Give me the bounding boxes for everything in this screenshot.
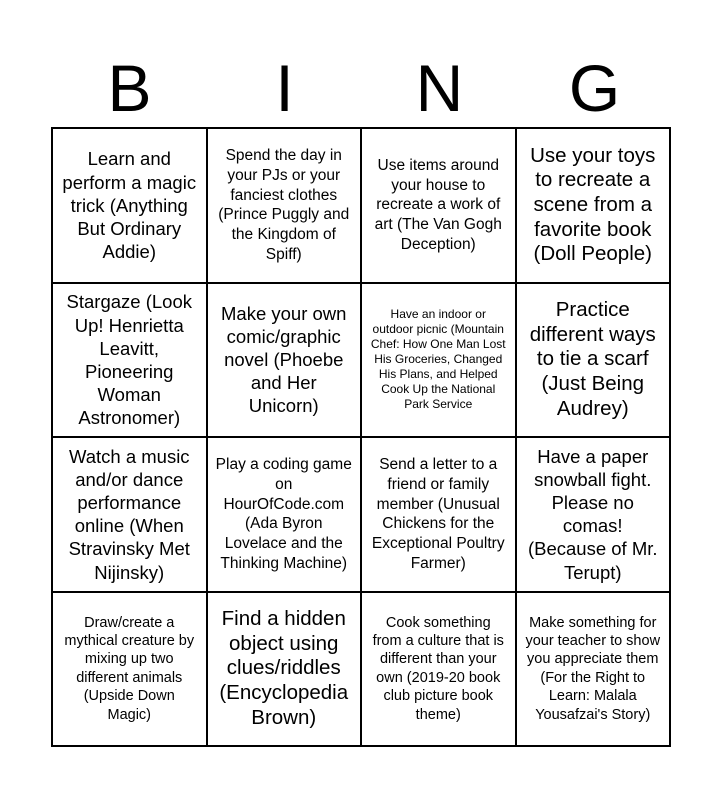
cell-text: Have an indoor or outdoor picnic (Mountain Chef: How One Man Lost His Groceries, Changed His Plans, and Helped Cook Up the National Park Service	[370, 307, 506, 412]
bingo-cell[interactable]	[52, 283, 207, 438]
header-letter-i: I	[275, 51, 294, 125]
bingo-cell[interactable]	[207, 592, 362, 747]
bingo-card	[51, 127, 671, 747]
cell-text: Watch a music and/or dance performance online (When Stravinsky Met Nijinsky)	[68, 445, 190, 583]
bingo-cell[interactable]	[207, 128, 362, 283]
cell-text: Use your toys to recreate a scene from a favorite book (Doll People)	[530, 143, 656, 266]
bingo-cell[interactable]	[516, 128, 671, 283]
bingo-cell[interactable]	[361, 128, 516, 283]
bingo-cell[interactable]	[361, 283, 516, 438]
bingo-cell[interactable]	[516, 283, 671, 438]
cell-text: Cook something from a culture that is different than your own (2019-20 book club picture book theme)	[372, 614, 504, 723]
bingo-cell[interactable]	[361, 437, 516, 592]
header-letter-n: N	[415, 51, 464, 125]
bingo-cell[interactable]	[516, 437, 671, 592]
cell-text: Learn and perform a magic trick (Anything But Ordinary Addie)	[62, 148, 197, 262]
cell-text: Have a paper snowball fight. Please no comas! (Because of Mr. Terupt)	[527, 445, 658, 583]
header-letter-b: B	[107, 51, 152, 125]
cell-text: Find a hidden object using clues/riddles (Encyclopedia Brown)	[219, 607, 349, 729]
bingo-cell[interactable]	[207, 437, 362, 592]
cell-text: Make something for your teacher to show you appreciate them (For the Right to Learn: Malala Yousafzai's Story)	[525, 614, 661, 723]
cell-text: Play a coding game on HourOfCode.com (Ada Byron Lovelace and the Thinking Machine)	[215, 456, 352, 572]
bingo-cell[interactable]	[207, 283, 362, 438]
bingo-header	[52, 48, 672, 128]
bingo-cell[interactable]	[52, 128, 207, 283]
cell-text: Send a letter to a friend or family member (Unusual Chickens for the Exceptional Poultry Farmer)	[371, 456, 505, 572]
cell-text: Spend the day in your PJs or your fanciest clothes (Prince Puggly and the Kingdom of Spiff)	[218, 147, 350, 263]
bingo-cell[interactable]	[516, 592, 671, 747]
cell-text: Draw/create a mythical creature by mixing up two different animals (Upside Down Magic)	[64, 614, 195, 723]
cell-text: Practice different ways to tie a scarf (Just Being Audrey)	[529, 298, 656, 420]
cell-text: Make your own comic/graphic novel (Phoebe and Her Unicorn)	[221, 302, 347, 417]
cell-text: Stargaze (Look Up! Henrietta Leavitt, Pioneering Woman Astronomer)	[66, 291, 192, 428]
bingo-cell[interactable]	[361, 592, 516, 747]
bingo-cell[interactable]	[52, 592, 207, 747]
header-letter-g: G	[568, 51, 621, 125]
bingo-cell[interactable]	[52, 437, 207, 592]
cell-text: Use items around your house to recreate a work of art (The Van Gogh Deception)	[374, 157, 502, 253]
